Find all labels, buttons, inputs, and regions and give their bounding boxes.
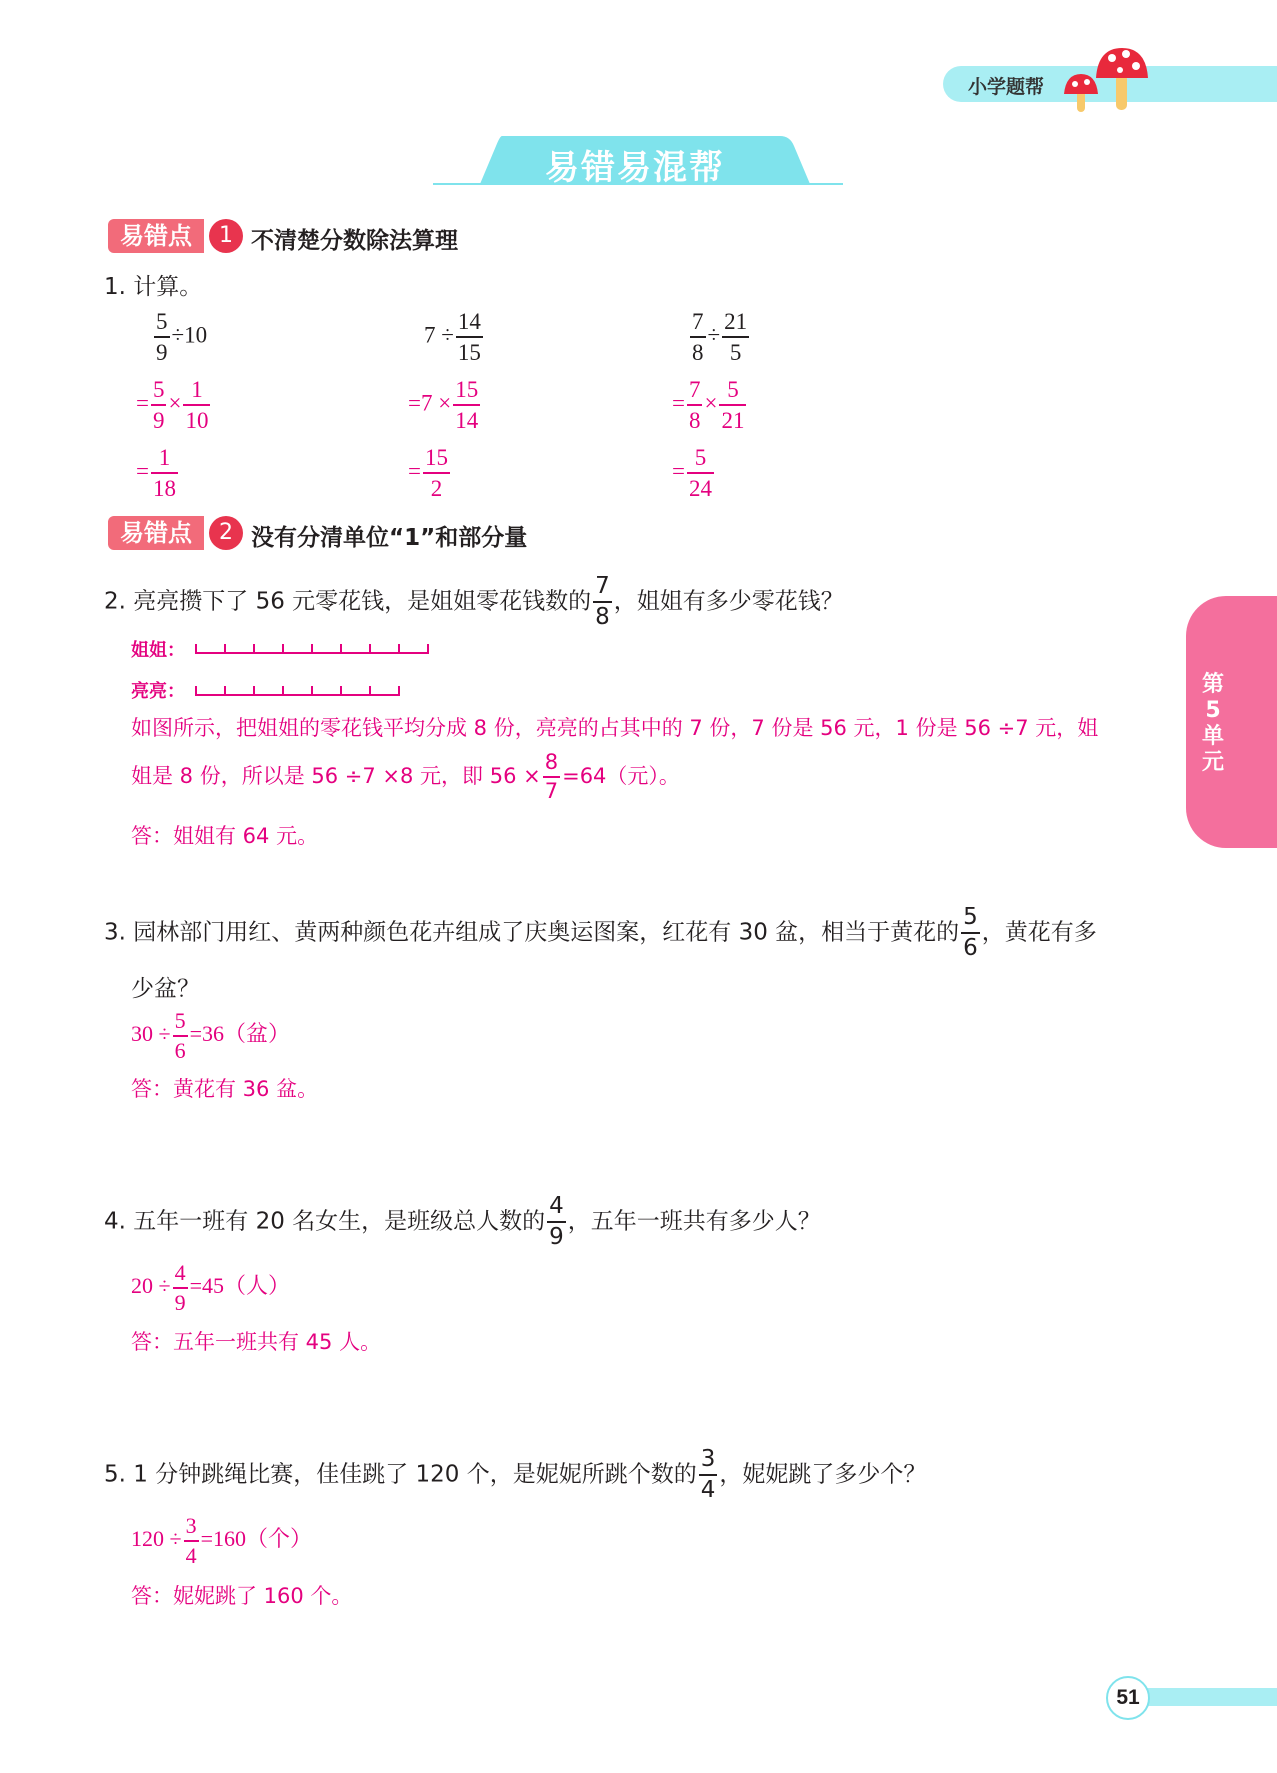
q1c-step2: = $\frac{5}{24}$ — [672, 445, 712, 501]
question-1-label: 1. 计算。 — [104, 274, 203, 300]
q1b-step1: =7 × $\frac{15}{14}$ — [408, 377, 479, 433]
q2-explanation-line1: 如图所示，把姐姐的零花钱平均分成 8 份，亮亮的占其中的 7 份，7 份是 56 元，1 份是 56 ÷7 元，姐 — [131, 716, 1099, 740]
q4-calculation: 20 ÷ $\frac{4}{9}$ =45（人） — [131, 1260, 290, 1315]
page-number: 51 — [1116, 1686, 1140, 1709]
question-3-text: 3. 园林部门用红、黄两种颜色花卉组成了庆奥运图案，红花有 30 盆，相当于黄花的 $\frac{5}{6}$ ，黄花有多 — [104, 904, 1097, 961]
error-point-topic: 没有分清单位“1”和部分量 — [251, 525, 528, 551]
error-point-badge: 易错点 — [108, 516, 204, 550]
footer-band — [1130, 1688, 1277, 1706]
line-segment-sister — [195, 642, 429, 654]
question-2-text: 2. 亮亮攒下了 56 元零花钱，是姐姐零花钱数的 $\frac{7}{8}$ ，姐姐有多少零花钱？ — [104, 573, 844, 630]
section-title: 易错易混帮 — [545, 148, 725, 188]
q2-explanation-line2: 姐是 8 份，所以是 56 ÷7 ×8 元，即 56 × $\frac{8}{7}$ =64（元）。 — [131, 750, 680, 803]
question-3-text-line2: 少盆？ — [131, 976, 200, 1002]
error-point-number: 1 — [209, 219, 243, 253]
q5-calculation: 120 ÷ $\frac{3}{4}$ =160（个） — [131, 1513, 312, 1568]
q1c-expression: $\frac{7}{8}$ ÷ $\frac{21}{5}$ — [692, 309, 748, 365]
line-label-sister: 姐姐： — [131, 640, 185, 661]
question-5-text: 5. 1 分钟跳绳比赛，佳佳跳了 120 个，是妮妮所跳个数的 $\frac{3}{4}$ ，妮妮跳了多少个？ — [104, 1446, 927, 1503]
q3-calculation: 30 ÷ $\frac{5}{6}$ =36（盆） — [131, 1008, 290, 1063]
line-segment-brother — [195, 684, 400, 696]
error-point-topic: 不清楚分数除法算理 — [251, 228, 458, 254]
q2-answer: 答：姐姐有 64 元。 — [131, 824, 319, 848]
mushroom-icon — [1060, 44, 1150, 114]
unit-tab-label: 第 5 单 元 — [1201, 672, 1224, 775]
q5-answer: 答：妮妮跳了 160 个。 — [131, 1584, 353, 1608]
q1a-expression: $\frac{5}{9}$ ÷10 — [156, 309, 208, 365]
q1b-expression: 7 ÷ $\frac{14}{15}$ — [424, 309, 481, 365]
q1b-step2: = $\frac{15}{2}$ — [408, 445, 448, 501]
error-point-number: 2 — [209, 516, 243, 550]
brand-label: 小学题帮 — [968, 76, 1045, 98]
question-4-text: 4. 五年一班有 20 名女生，是班级总人数的 $\frac{4}{9}$ ，五年一班共有多少人？ — [104, 1193, 821, 1250]
line-label-brother: 亮亮： — [131, 681, 185, 702]
q1a-step1: = $\frac{5}{9}$ × $\frac{1}{10}$ — [136, 377, 209, 433]
q3-answer: 答：黄花有 36 盆。 — [131, 1077, 319, 1101]
q4-answer: 答：五年一班共有 45 人。 — [131, 1330, 382, 1354]
q1a-step2: = $\frac{1}{18}$ — [136, 445, 176, 501]
q1c-step1: = $\frac{7}{8}$ × $\frac{5}{21}$ — [672, 377, 745, 433]
error-point-badge: 易错点 — [108, 219, 204, 253]
